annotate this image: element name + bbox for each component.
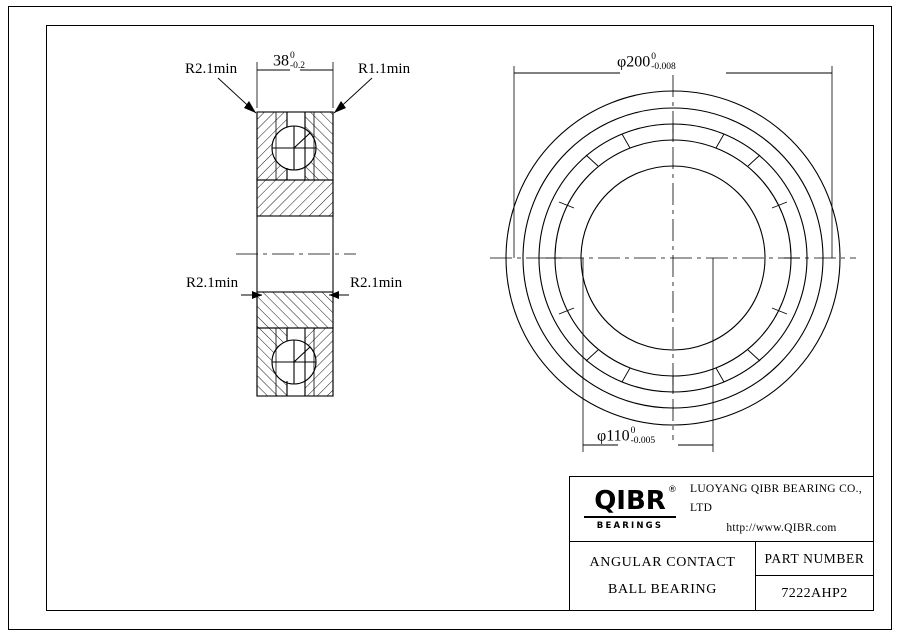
part-number-cell — [756, 542, 873, 611]
logo-wordmark — [594, 484, 677, 516]
leader-r21-top-left — [218, 78, 256, 113]
company-logo — [570, 477, 690, 541]
part-number-value: 7222AHP2 — [781, 585, 848, 601]
part-number-label: PART NUMBER — [756, 542, 873, 576]
logo-subtext: BEARINGS — [596, 520, 664, 531]
company-name: LUOYANG QIBR BEARING CO., LTD — [690, 482, 863, 515]
outer-tol-lower: -0.008 — [651, 61, 676, 72]
dim-label-width: 38 0 -0.2 — [273, 51, 306, 71]
company-website[interactable]: http://www.QIBR.com — [726, 521, 837, 534]
chamfer-label-bottom-right: R2.1min — [350, 275, 403, 291]
part-description-line2: BALL BEARING — [608, 581, 717, 597]
dim-label-outer-diameter: φ200 0 -0.008 — [617, 52, 676, 72]
ball-lower — [272, 340, 316, 384]
bore-tol-upper: 0 — [630, 426, 636, 436]
leader-r11-top-right — [334, 78, 372, 113]
chamfer-label-top-left: R2.1min — [185, 61, 238, 77]
chamfer-label-top-right: R1.1min — [358, 61, 411, 77]
bore-tol-lower: -0.005 — [630, 435, 656, 446]
outer-tol-upper: 0 — [651, 52, 656, 62]
company-info — [690, 477, 873, 541]
title-block-bottom-row — [570, 542, 873, 611]
width-tol-lower: -0.2 — [290, 60, 306, 71]
logo-underline — [584, 516, 676, 518]
part-description-line1: ANGULAR CONTACT — [589, 554, 736, 570]
logo-text: QIBR — [594, 485, 666, 516]
title-block-top-row — [570, 477, 873, 542]
chamfer-label-bottom-left: R2.1min — [186, 275, 239, 291]
part-description — [570, 542, 756, 611]
ball-upper — [272, 126, 316, 170]
dim-label-bore-diameter: φ110 0 -0.005 — [597, 426, 656, 446]
width-tol-upper: 0 — [290, 51, 295, 61]
title-block — [569, 476, 874, 611]
registered-trademark-icon: ® — [667, 484, 677, 495]
